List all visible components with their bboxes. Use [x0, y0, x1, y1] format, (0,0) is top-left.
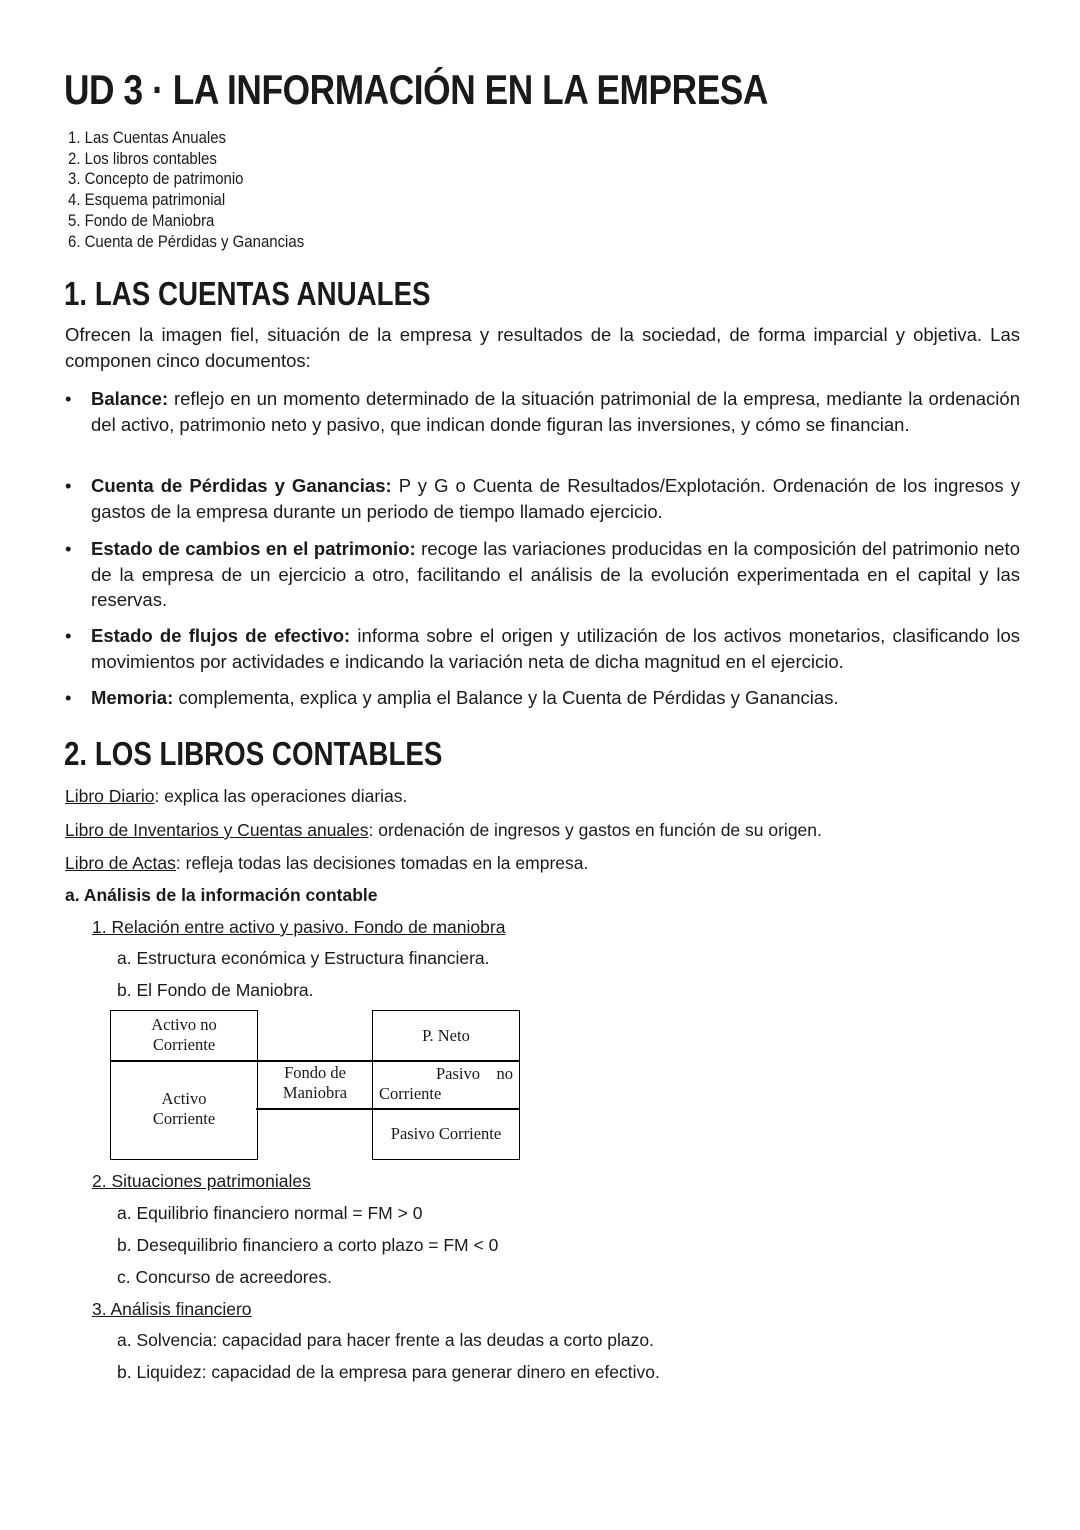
bullet-text: reflejo en un momento determinado de la situación patrimonial de la empresa, mediante la ordenación del activo, patrimonio neto y pasivo, que indican donde figuran las inversiones, y cómo se financian.	[91, 388, 1020, 435]
bullet-icon: •	[65, 687, 72, 708]
book-text: : explica las operaciones diarias.	[154, 786, 408, 806]
book-libro-inventarios	[65, 819, 822, 841]
table-of-contents	[68, 128, 304, 252]
activo-no-corriente-box	[110, 1010, 258, 1062]
book-name: Libro Diario	[65, 786, 155, 806]
section-1-intro: Ofrecen la imagen fiel, situación de la empresa y resultados de la sociedad, de forma imparcial y objetiva. Las componen cinco documentos:	[65, 324, 1020, 371]
toc-item: 1. Las Cuentas Anuales	[68, 128, 227, 147]
toc-item: 6. Cuenta de Pérdidas y Ganancias	[68, 231, 305, 251]
bullet-term: Cuenta de Pérdidas y Ganancias:	[91, 475, 392, 496]
analysis-item-title: 3. Análisis financiero	[92, 1299, 252, 1319]
box-label: Activo	[161, 1089, 207, 1108]
pasivo-no-corriente-box	[372, 1060, 520, 1110]
toc-item: 5. Fondo de Maniobra	[68, 210, 215, 230]
toc-item: 3. Concepto de patrimonio	[68, 169, 244, 189]
list-item	[65, 536, 1020, 613]
analysis-subitem: b. Desequilibrio financiero a corto plazo = FM < 0	[117, 1235, 499, 1255]
analysis-subitem: a. Equilibrio financiero normal = FM > 0	[117, 1203, 423, 1223]
activo-corriente-box	[110, 1060, 258, 1160]
page-title: UD 3 · LA INFORMACIÓN EN LA EMPRESA	[64, 66, 768, 113]
bullet-icon: •	[65, 388, 72, 409]
box-label: Pasivo no	[435, 1064, 513, 1083]
book-text: : refleja todas las decisiones tomadas en la empresa.	[175, 853, 589, 873]
bullet-icon: •	[65, 625, 72, 646]
analysis-item-title: 2. Situaciones patrimoniales	[92, 1171, 311, 1191]
bullet-text: informa sobre el origen y utilización de los activos monetarios, clasificando los movimientos por actividades e indicando la variación neta de dicha magnitud en el ejercicio.	[91, 625, 1020, 672]
list-item	[65, 623, 1020, 674]
analysis-subitem: c. Concurso de acreedores.	[117, 1267, 332, 1287]
box-label: Fondo de	[284, 1063, 346, 1082]
analysis-item-title: 1. Relación entre activo y pasivo. Fondo de maniobra	[92, 917, 506, 937]
box-label: Corriente	[379, 1084, 442, 1103]
analysis-subitem: a. Estructura económica y Estructura financiera.	[117, 948, 490, 968]
bullet-text: complementa, explica y amplia el Balance y la Cuenta de Pérdidas y Ganancias.	[173, 687, 839, 708]
box-label: Pasivo Corriente	[390, 1124, 502, 1143]
bullet-text: P y G o Cuenta de Resultados/Explotación. Ordenación de los ingresos y gastos de la empresa durante un periodo de tiempo llamado ejercicio.	[91, 475, 1020, 522]
list-item	[65, 685, 1020, 711]
bullet-text: recoge las variaciones producidas en la composición del patrimonio neto de la empresa de un ejercicio a otro, facilitando el análisis de la evolución experimentada en el capital y las reservas.	[91, 538, 1020, 610]
bullet-term: Memoria:	[91, 687, 174, 708]
bullet-term: Estado de cambios en el patrimonio:	[91, 538, 416, 559]
box-label: Corriente	[152, 1035, 216, 1054]
fondo-maniobra-bottom-line	[256, 1108, 374, 1110]
analysis-heading: a. Análisis de la información contable	[65, 885, 378, 905]
bullet-icon: •	[65, 538, 72, 559]
box-label: Activo no	[151, 1015, 217, 1034]
section-1-heading: 1. LAS CUENTAS ANUALES	[64, 275, 431, 312]
patrimonio-neto-box	[372, 1010, 520, 1062]
book-name: Libro de Inventarios y Cuentas anuales	[65, 820, 369, 840]
analysis-subitem: b. Liquidez: capacidad de la empresa para generar dinero en efectivo.	[117, 1362, 660, 1382]
bullet-term: Estado de flujos de efectivo:	[91, 625, 351, 646]
list-item	[65, 386, 1020, 437]
bullet-icon: •	[65, 475, 72, 496]
section-2-heading: 2. LOS LIBROS CONTABLES	[64, 735, 443, 772]
analysis-subitem: b. El Fondo de Maniobra.	[117, 980, 314, 1000]
book-text: : ordenación de ingresos y gastos en función de su origen.	[368, 820, 822, 840]
analysis-subitem: a. Solvencia: capacidad para hacer frente a las deudas a corto plazo.	[117, 1330, 655, 1350]
book-libro-diario	[65, 785, 407, 807]
fondo-maniobra-diagram	[110, 1010, 530, 1162]
book-name: Libro de Actas	[65, 853, 176, 873]
toc-item: 2. Los libros contables	[68, 148, 217, 168]
pasivo-corriente-box	[372, 1108, 520, 1160]
box-label: Maniobra	[282, 1083, 348, 1102]
bullet-term: Balance:	[91, 388, 169, 409]
book-libro-actas	[65, 852, 588, 874]
fondo-maniobra-top-line	[256, 1060, 374, 1062]
box-label: P. Neto	[422, 1026, 470, 1045]
toc-item: 4. Esquema patrimonial	[68, 190, 226, 210]
box-label: Corriente	[152, 1109, 216, 1128]
list-item	[65, 473, 1020, 524]
fondo-maniobra-label	[258, 1063, 372, 1103]
